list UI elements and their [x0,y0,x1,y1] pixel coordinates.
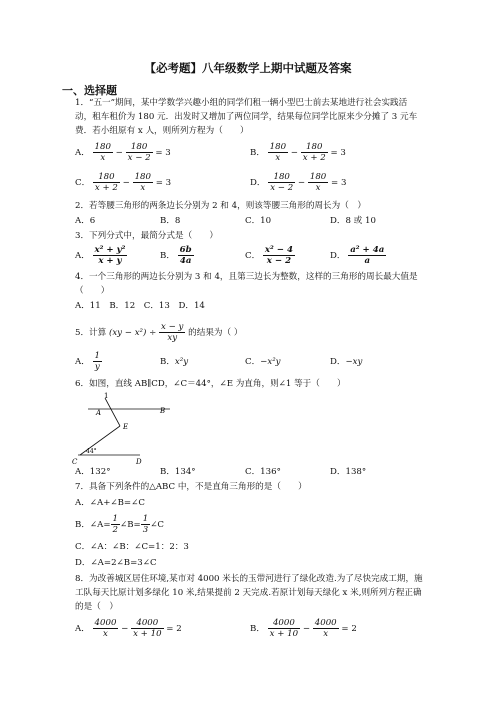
q3-stem: 3．下列分式中，最简分式是（ ） [75,231,218,241]
line-ae [105,398,120,426]
q8-option-a: A． $\frac{4000}{x}$ − $\frac{4000}{x + 10}$ = 2 [75,618,182,639]
q6-option-a: A．132° [75,467,111,477]
q1-option-b: B． $\frac{180}{x}$ − $\frac{180}{x + 2}$ = 3 [250,142,346,163]
q5-option-a: A． $\frac{1}{y}$ [75,351,101,372]
q8-stem-line1: 8．为改善城区居住环境,某市对 4000 米长的玉带河进行了绿化改造.为了尽快完成工期，施 [75,574,423,584]
page-title: 【必考题】八年级数学上期中试题及答案 [144,61,352,75]
q2-option-b: B．8 [160,216,181,226]
q7-stem: 7．具备下列条件的△ABC 中，不是直角三角形的是（ ） [75,482,307,492]
q5-option-d: D．−xy [330,357,363,367]
q7-option-a: A．∠A+∠B=∠C [75,498,145,508]
q1-option-c: C． $\frac{180}{x + 2}$ − $\frac{180}{x}$ = 3 [75,172,172,193]
q2-option-d: D．8 或 10 [330,216,376,226]
q1-option-d: D． $\frac{180}{x - 2}$ − $\frac{180}{x}$ = 3 [250,172,347,193]
label-b: B [160,407,166,415]
q7-option-b: B．∠A= $\frac{1}{2}$ ∠B= $\frac{1}{3}$ ∠C [75,514,164,535]
q6-figure [70,390,180,466]
q3-option-a: A． $\frac{\text{x² + y²}}{x + y}$ [75,245,126,266]
q4-stem-line1: 4．一个三角形的两边长分别为 3 和 4，且第三边长为整数，这样的三角形的周长最大值是 [75,272,418,282]
q5-option-b: B．x²y [160,357,189,367]
label-e: E [123,423,129,431]
label-d: D [136,458,142,466]
q1-stem-line2: 动，租车租价为 180 元．出发时又增加了两位同学，结果每位同学比原来少分摊了 3 元车 [75,112,418,122]
q6-stem: 6．如图，直线 AB∥CD，∠C＝44°，∠E 为直角，则∠1 等于（ ） [75,379,346,389]
q8-stem-line3: 的是（ ） [75,602,118,612]
q2-option-a: A．6 [75,216,96,226]
q5-option-c: C．−x²y [245,357,281,367]
q3-option-d: D． $\frac{\text{a² + 4a}}{a}$ [330,245,385,266]
q8-stem-line2: 工队每天比原计划多绿化 10 米,结果提前 2 天完成.若原计划每天绿化 x 米,则所列方程正确 [75,588,422,598]
label-1: 1 [104,392,109,400]
label-a: A [96,409,102,417]
q4-stem-line2: （ ） [75,286,110,296]
label-c: C [72,458,78,466]
q1-option-a: A． $\frac{180}{x}$ − $\frac{180}{x - 2}$ = 3 [75,142,171,163]
q3-option-b: B． $\frac{6b}{4a}$ [160,245,192,266]
label-angle-c: 44° [86,448,97,455]
q8-option-b: B． $\frac{4000}{x + 10}$ − $\frac{4000}{x}$ = 2 [250,618,357,639]
q6-option-d: D．138° [330,467,367,477]
q5-stem: 5．计算 (xy − x²) ÷ $\frac{x - y}{xy}$ 的结果为（ ） [75,322,243,343]
q6-option-b: B．134° [160,467,196,477]
q7-option-c: C．∠A：∠B：∠C=1：2：3 [75,542,189,552]
q3-option-c: C． $\frac{\text{x² − 4}}{x - 2}$ [245,245,293,266]
q1-stem-line3: 费．若小组原有 x 人，则所列方程为（ ） [75,126,249,136]
q7-option-d: D．∠A=2∠B=3∠C [75,558,157,568]
q2-stem: 2．若等腰三角形的两条边长分别为 2 和 4，则该等腰三角形的周长为（ ） [75,201,367,211]
q4-options: A．11 B．12 C．13 D．14 [75,301,205,311]
q2-option-c: C．10 [245,216,272,226]
q6-option-c: C．136° [245,467,281,477]
section-heading: 一、选择题 [62,84,117,97]
q1-stem-line1: 1．“五一”期间，某中学数学兴趣小组的同学们租一辆小型巴士前去某地进行社会实践活 [75,98,408,108]
